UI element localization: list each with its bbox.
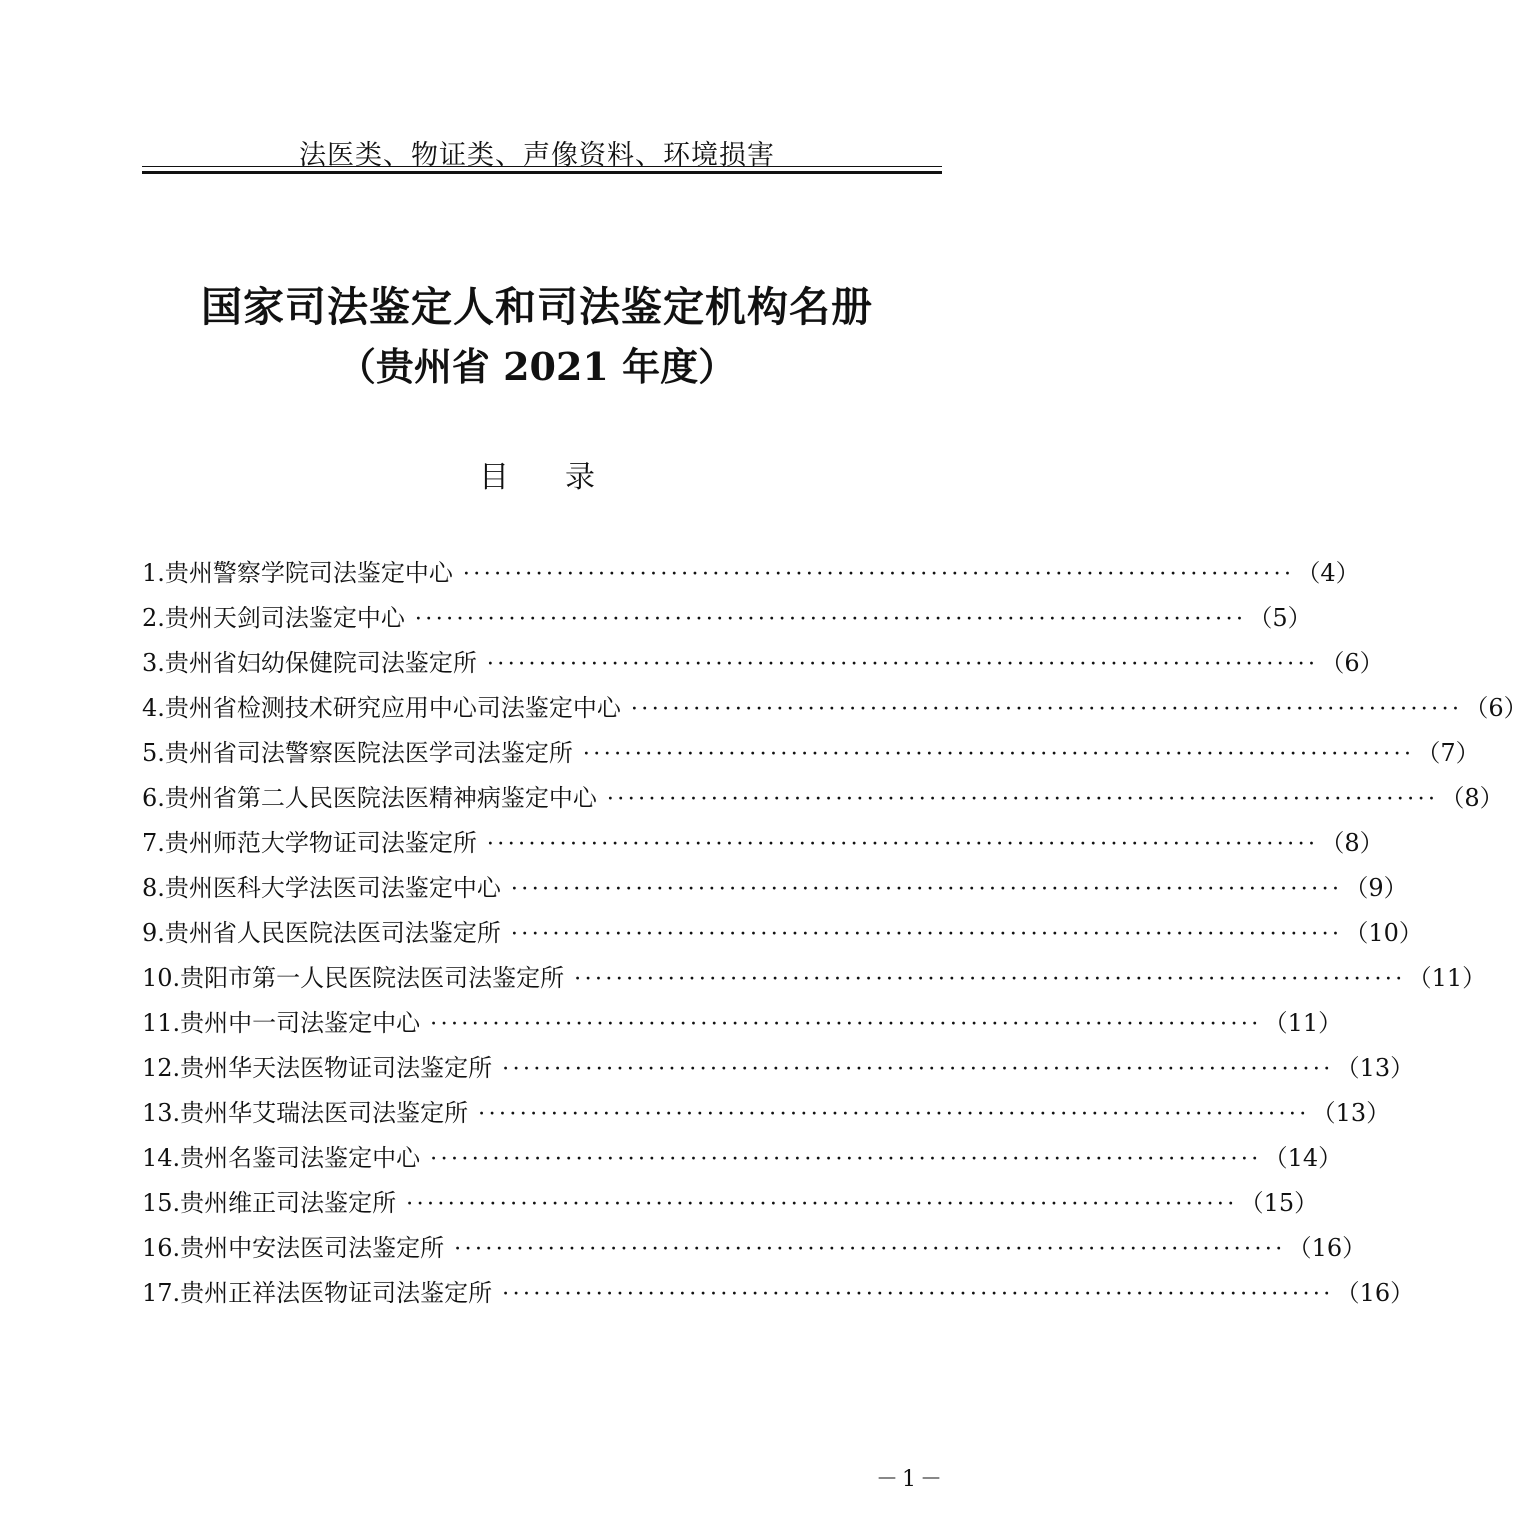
toc-item-label: 2.贵州天剑司法鉴定中心 [142, 604, 405, 632]
toc-dot-leader: ················································································ [430, 1147, 1262, 1172]
toc-item-page: （4） [1296, 559, 1360, 587]
toc-item-label: 13.贵州华艾瑞法医司法鉴定所 [142, 1099, 469, 1127]
toc-item-label: 5.贵州省司法警察医院法医学司法鉴定所 [142, 739, 573, 767]
toc-item[interactable] [142, 1226, 1367, 1271]
toc-item[interactable] [142, 866, 1408, 911]
toc-dot-leader: ················································································ [582, 742, 1415, 767]
toc-item-page: （16） [1335, 1279, 1415, 1307]
page-number: －1－ [876, 1467, 946, 1492]
toc-item-page: （11） [1263, 1009, 1343, 1037]
toc-dot-leader: ················································································ [510, 877, 1343, 902]
toc-item[interactable] [142, 776, 1504, 821]
toc-item[interactable] [142, 1181, 1319, 1226]
toc-item-label: 17.贵州正祥法医物证司法鉴定所 [142, 1279, 493, 1307]
document-subtitle: （贵州省 2021 年度） [337, 344, 737, 389]
toc-item[interactable] [142, 1091, 1391, 1136]
toc-item[interactable] [142, 1271, 1415, 1316]
toc-item-label: 7.贵州师范大学物证司法鉴定所 [142, 829, 477, 857]
toc-item-page: （13） [1335, 1054, 1415, 1082]
toc-item[interactable] [142, 821, 1384, 866]
toc-item-page: （8） [1440, 784, 1504, 812]
toc-item[interactable] [142, 686, 1528, 731]
toc-item-label: 9.贵州省人民医院法医司法鉴定所 [142, 919, 501, 947]
toc-dot-leader: ················································································ [606, 787, 1439, 812]
toc-item-label: 15.贵州维正司法鉴定所 [142, 1189, 397, 1217]
toc-item-page: （14） [1263, 1144, 1343, 1172]
toc-dot-leader: ················································································ [486, 652, 1319, 677]
toc-item-page: （7） [1416, 739, 1480, 767]
toc-item[interactable] [142, 731, 1480, 776]
toc-list [142, 551, 1528, 1316]
toc-item-label: 12.贵州华天法医物证司法鉴定所 [142, 1054, 493, 1082]
toc-dot-leader: ················································································ [502, 1282, 1334, 1307]
toc-item-label: 4.贵州省检测技术研究应用中心司法鉴定中心 [142, 694, 621, 722]
toc-item[interactable] [142, 1046, 1415, 1091]
toc-item[interactable] [142, 956, 1487, 1001]
toc-dot-leader: ················································································ [430, 1012, 1262, 1037]
toc-item-label: 8.贵州医科大学法医司法鉴定中心 [142, 874, 501, 902]
toc-item-label: 10.贵阳市第一人民医院法医司法鉴定所 [142, 964, 565, 992]
toc-dot-leader: ················································································ [478, 1102, 1310, 1127]
header-rule-thin [142, 166, 942, 167]
toc-item[interactable] [142, 911, 1423, 956]
running-header-title: 法医类、物证类、声像资料、环境损害 [299, 140, 775, 171]
toc-dot-leader: ················································································ [406, 1192, 1238, 1217]
toc-dot-leader: ················································································ [462, 562, 1295, 587]
toc-item-label: 11.贵州中一司法鉴定中心 [142, 1009, 421, 1037]
toc-item-page: （15） [1239, 1189, 1319, 1217]
toc-item-page: （5） [1248, 604, 1312, 632]
toc-item-page: （10） [1344, 919, 1423, 947]
toc-item[interactable] [142, 641, 1384, 686]
toc-item-label: 14.贵州名鉴司法鉴定中心 [142, 1144, 421, 1172]
toc-dot-leader: ················································································ [502, 1057, 1334, 1082]
toc-item-page: （6） [1464, 694, 1528, 722]
toc-dot-leader: ················································································ [454, 1237, 1286, 1262]
toc-item-label: 16.贵州中安法医司法鉴定所 [142, 1234, 445, 1262]
toc-item[interactable] [142, 596, 1312, 641]
toc-dot-leader: ················································································ [510, 922, 1343, 947]
toc-heading: 目录 [479, 460, 651, 495]
toc-item-page: （16） [1287, 1234, 1367, 1262]
toc-item-page: （8） [1320, 829, 1384, 857]
toc-item[interactable] [142, 1001, 1343, 1046]
toc-item-page: （9） [1344, 874, 1408, 902]
toc-item-label: 3.贵州省妇幼保健院司法鉴定所 [142, 649, 477, 677]
document-title: 国家司法鉴定人和司法鉴定机构名册 [201, 283, 873, 331]
toc-item[interactable] [142, 1136, 1343, 1181]
toc-dot-leader: ················································································ [630, 697, 1463, 722]
toc-item-page: （13） [1311, 1099, 1391, 1127]
toc-dot-leader: ················································································ [486, 832, 1319, 857]
toc-item-page: （6） [1320, 649, 1384, 677]
toc-dot-leader: ················································································ [574, 967, 1406, 992]
toc-item-label: 6.贵州省第二人民医院法医精神病鉴定中心 [142, 784, 597, 812]
header-rule-thick [142, 171, 942, 174]
toc-item[interactable] [142, 551, 1360, 596]
toc-dot-leader: ················································································ [414, 607, 1247, 632]
toc-item-page: （11） [1407, 964, 1487, 992]
toc-item-label: 1.贵州警察学院司法鉴定中心 [142, 559, 453, 587]
